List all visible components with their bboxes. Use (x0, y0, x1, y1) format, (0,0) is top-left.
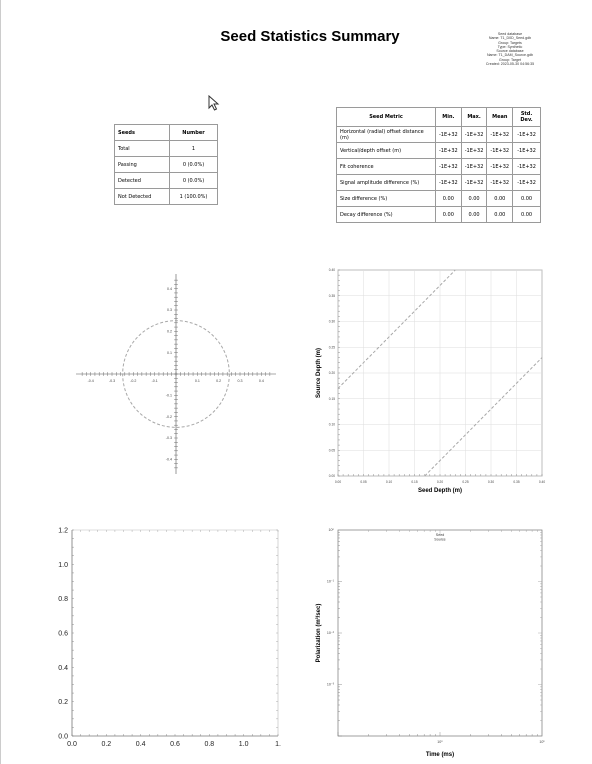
y-tick-label: 0.2 (58, 699, 68, 707)
y-tick-label: 0.35 (328, 293, 335, 298)
x-tick-label: 0.35 (513, 480, 520, 484)
x-tick-label: 0.6 (170, 741, 180, 748)
meta-line: Source database (496, 49, 524, 54)
table-cell: -1E+32 (461, 143, 487, 159)
y-tick-label: 10⁰ (328, 528, 334, 533)
table-cell: -1E+32 (513, 127, 541, 143)
table-header-row (337, 108, 541, 127)
y-tick-label: 0.6 (58, 630, 68, 638)
metric-table (336, 107, 541, 223)
table-row (115, 157, 218, 173)
x-tick-label: 0.40 (538, 480, 546, 484)
table-cell: -1E+32 (461, 159, 487, 175)
seeds-table (114, 124, 218, 205)
table-row (337, 175, 541, 191)
table-cell: Horizontal (radial) offset distance (m) (337, 127, 436, 143)
x-tick-label: 0.20 (436, 480, 444, 484)
y-tick-label: 1.2 (58, 527, 68, 535)
x-tick-label: 0.05 (360, 480, 367, 484)
x-tick-label: 0.1 (194, 379, 200, 383)
x-tick-label: 0.30 (487, 480, 495, 484)
y-tick-label: 0.3 (167, 308, 172, 313)
y-tick-label: 0.4 (167, 286, 172, 291)
table-cell: 0.00 (436, 191, 462, 207)
table-cell: 1 (170, 141, 218, 157)
table-cell: -1E+32 (461, 127, 487, 143)
y-tick-label: 0.8 (58, 596, 68, 604)
x-tick-label: 0.2 (216, 379, 222, 383)
table-row (337, 207, 541, 223)
table-row (115, 189, 218, 205)
y-tick-label: 0.00 (328, 474, 335, 478)
y-tick-label: 0.20 (328, 371, 335, 375)
y-tick-label: 0.10 (328, 422, 335, 427)
column-header: Min. (436, 108, 462, 127)
table-cell: 0 (0.0%) (170, 173, 218, 189)
table-cell: Not Detected (115, 189, 170, 205)
y-tick-label: -0.2 (165, 414, 172, 419)
table-cell: Detected (115, 173, 170, 189)
offset-plot (66, 262, 286, 482)
depth-plot (308, 262, 548, 498)
table-cell: -1E+32 (487, 127, 513, 143)
y-tick-label: 0.4 (58, 664, 68, 672)
table-cell: -1E+32 (513, 143, 541, 159)
report-metadata (466, 32, 554, 66)
meta-line: Group: Targets (498, 40, 522, 45)
y-tick-label: 10⁻² (326, 631, 334, 636)
y-tick-label: 10⁻¹ (326, 579, 334, 584)
y-tick-label: 0.2 (167, 329, 172, 334)
y-tick-label: -0.1 (165, 393, 172, 398)
table-row (115, 141, 218, 157)
table-cell: -1E+32 (487, 159, 513, 175)
column-header: Max. (461, 108, 487, 127)
x-tick-label: 0.15 (411, 480, 418, 484)
table-cell: -1E+32 (436, 175, 462, 191)
table-cell: Decay difference (%) (337, 207, 436, 223)
mouse-pointer-icon (208, 95, 220, 111)
table-cell: -1E+32 (461, 175, 487, 191)
table-cell: Size difference (%) (337, 191, 436, 207)
meta-line: Seed database (497, 32, 523, 36)
y-tick-label: 0.0 (58, 733, 68, 741)
table-cell: 0.00 (487, 207, 513, 223)
legend-entry: Source (434, 537, 446, 542)
legend-entry: Seed (435, 533, 445, 537)
x-tick-label: 0.3 (237, 379, 243, 383)
y-axis-label: Source Depth (m) (316, 347, 322, 399)
table-cell: -1E+32 (487, 143, 513, 159)
y-tick-label: 0.15 (328, 396, 335, 401)
empty-plot (40, 522, 290, 758)
table-header-row (115, 125, 218, 141)
y-tick-label: 0.1 (167, 350, 172, 355)
table-cell: 1 (100.0%) (170, 189, 218, 205)
x-tick-label: 0.4 (258, 379, 264, 383)
meta-line: Name: T1_D0D_Seed.gdb (488, 36, 532, 41)
table-cell: Passing (115, 157, 170, 173)
column-header: Seed Metric (337, 108, 436, 127)
x-tick-label: -0.1 (151, 379, 158, 383)
x-axis-label: Seed Depth (m) (417, 488, 463, 494)
table-cell: 0.00 (436, 207, 462, 223)
meta-line: Name: T1_DAM_Source.gdb (486, 53, 534, 58)
table-cell: -1E+32 (436, 143, 462, 159)
y-tick-label: 0.30 (328, 319, 335, 324)
y-tick-label: -0.3 (165, 436, 172, 441)
table-cell: -1E+32 (487, 175, 513, 191)
x-tick-label: -0.4 (87, 379, 94, 383)
y-tick-label: 10⁻³ (326, 682, 334, 687)
plot-frame (338, 530, 542, 736)
table-cell: Signal amplitude difference (%) (337, 175, 436, 191)
y-tick-label: 0.05 (328, 448, 335, 453)
table-row (337, 159, 541, 175)
column-header: Number (170, 125, 218, 141)
table-row (337, 127, 541, 143)
meta-line: Type: Synthetic (497, 44, 523, 49)
table-cell: 0.00 (513, 191, 541, 207)
x-axis-label: Time (ms) (425, 752, 455, 758)
y-tick-label: -0.4 (165, 457, 172, 462)
y-tick-label: 0.25 (328, 345, 335, 350)
table-cell: -1E+32 (436, 159, 462, 175)
x-tick-label: 10⁰ (437, 740, 443, 744)
table-cell: 0.00 (461, 191, 487, 207)
table-cell: -1E+32 (436, 127, 462, 143)
table-cell: 0.00 (461, 207, 487, 223)
column-header: Std. Dev. (513, 108, 541, 127)
table-row (337, 143, 541, 159)
meta-line: Created: 2023-05-30 04:56:35 (485, 62, 535, 67)
y-tick-label: 1.0 (58, 561, 68, 569)
tolerance-bound-line (338, 270, 455, 388)
table-cell: 0.00 (487, 191, 513, 207)
x-tick-label: 10¹ (539, 740, 545, 744)
x-tick-label: 0.8 (204, 741, 215, 748)
column-header: Mean (487, 108, 513, 127)
table-cell: -1E+32 (513, 159, 541, 175)
polarization-plot (308, 522, 548, 758)
table-cell: 0 (0.0%) (170, 157, 218, 173)
x-tick-label: 0.00 (334, 480, 342, 484)
x-tick-label: 0.25 (462, 480, 469, 484)
table-cell: -1E+32 (513, 175, 541, 191)
table-cell: 0.00 (513, 207, 541, 223)
x-tick-label: 0.4 (135, 741, 146, 748)
page-left-edge (0, 0, 1, 764)
table-cell: Total (115, 141, 170, 157)
x-tick-label: 1. (275, 741, 281, 748)
x-tick-label: 0.2 (101, 741, 112, 748)
y-axis-label: Polarization (m³/sec) (316, 603, 322, 663)
table-cell: Fit coherence (337, 159, 436, 175)
column-header: Seeds (115, 125, 170, 141)
table-row (337, 191, 541, 207)
y-tick-label: 0.40 (328, 268, 335, 272)
x-tick-label: 1.0 (238, 741, 249, 748)
x-tick-label: 0.0 (67, 741, 77, 748)
meta-line: Group: Target (499, 57, 521, 62)
table-cell: Vertical/depth offset (m) (337, 143, 436, 159)
table-row (115, 173, 218, 189)
x-tick-label: 0.10 (385, 480, 393, 484)
page-title: Seed Statistics Summary (220, 28, 400, 45)
x-tick-label: -0.2 (130, 379, 137, 383)
x-tick-label: -0.3 (108, 379, 116, 383)
tolerance-bound-line (425, 358, 542, 476)
